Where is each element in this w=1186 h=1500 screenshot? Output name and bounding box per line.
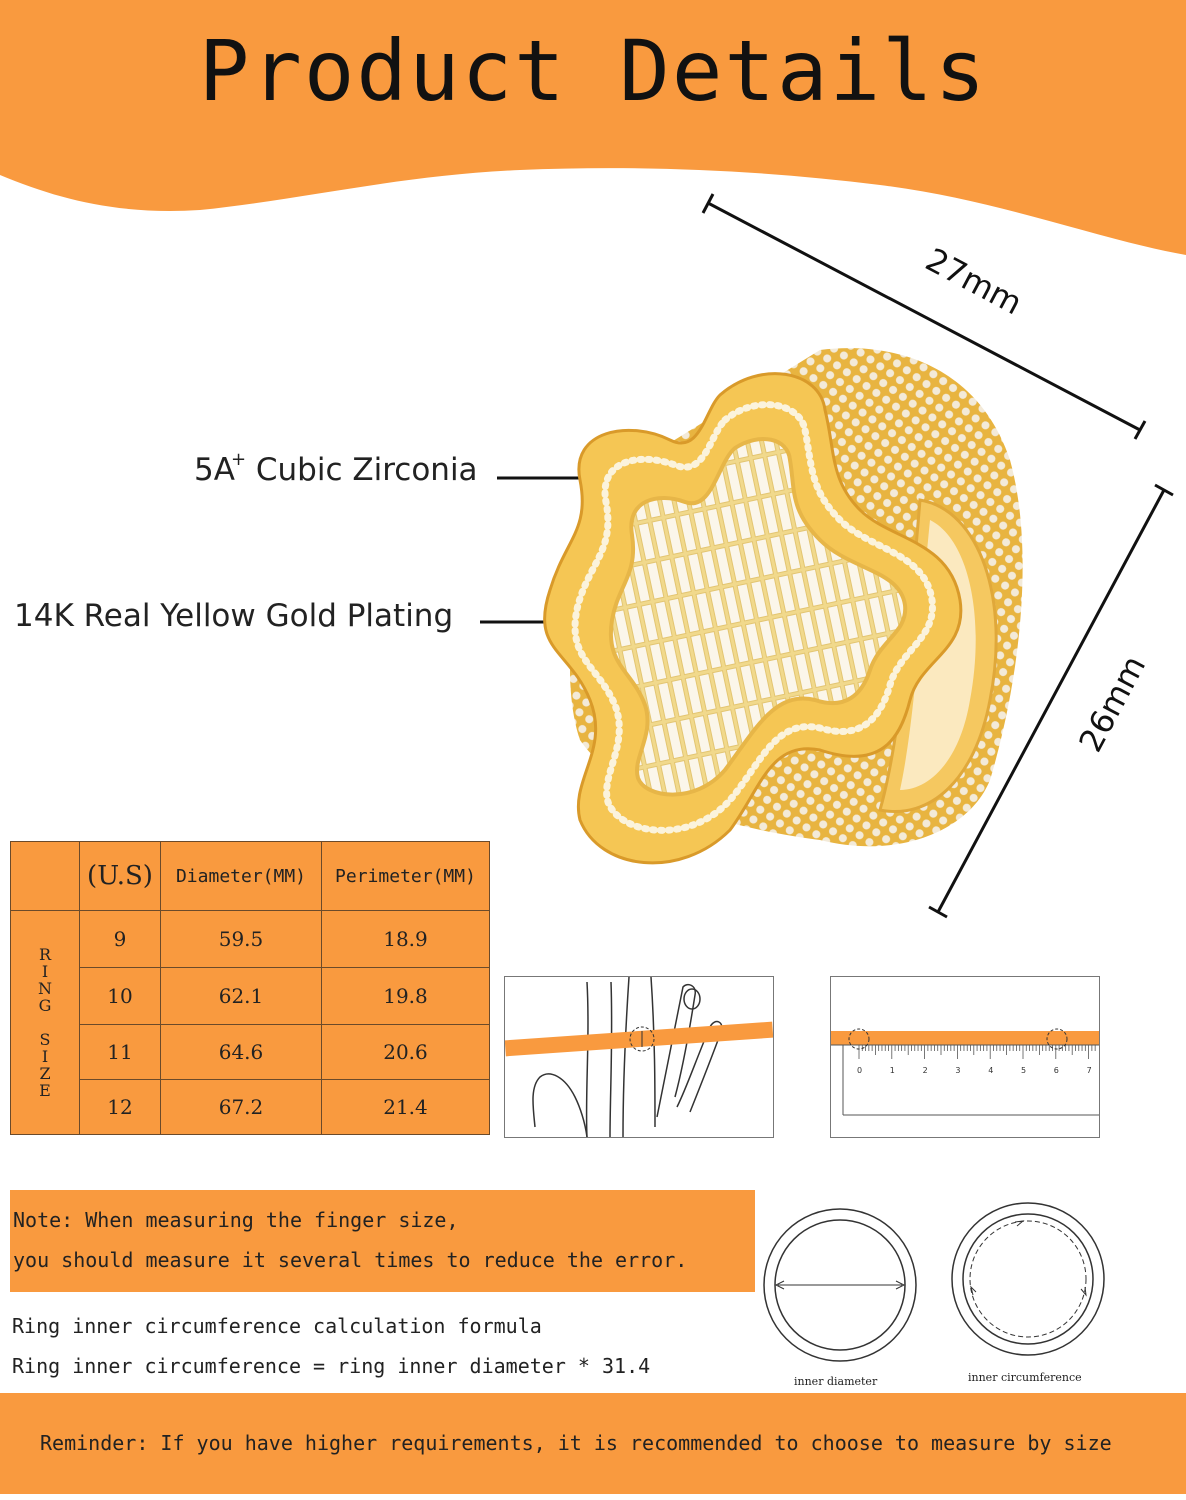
- ruler-tick-label: 4: [988, 1066, 994, 1075]
- ruler-sketch-icon: [831, 977, 1099, 1137]
- ring-size-table: [10, 841, 490, 1135]
- inner-circumference-icon: [945, 1195, 1115, 1390]
- note-line-2: you should measure it several times to reduce the error.: [13, 1248, 688, 1272]
- reminder-banner: [0, 1393, 1186, 1494]
- table-cell-perimeter: 20.6: [322, 1025, 490, 1080]
- page-title: Product Details: [198, 22, 988, 120]
- col-header-diameter: Diameter(MM): [161, 842, 322, 911]
- note-box: [10, 1190, 755, 1292]
- table-corner: [11, 842, 80, 911]
- finger-measure-diagram: [504, 976, 774, 1138]
- stone-type: Cubic Zirconia: [255, 452, 478, 488]
- table-cell-perimeter: 21.4: [322, 1080, 490, 1135]
- table-cell-diameter: 64.6: [161, 1025, 322, 1080]
- note-line-1: Note: When measuring the finger size,: [13, 1208, 459, 1232]
- width-dimension-label: 27mm: [919, 240, 1029, 323]
- plating-callout: 14K Real Yellow Gold Plating: [14, 598, 454, 634]
- table-cell-us: 12: [80, 1080, 161, 1135]
- inner-diameter-icon: [760, 1200, 930, 1395]
- ruler-tick-label: 2: [922, 1066, 928, 1075]
- table-cell-perimeter: 19.8: [322, 968, 490, 1025]
- stone-grade: 5A: [194, 452, 235, 488]
- table-cell-diameter: 59.5: [161, 911, 322, 968]
- ring-image: [520, 180, 1080, 880]
- stone-grade-plus: +: [230, 448, 247, 470]
- formula-equation: Ring inner circumference = ring inner diameter * 31.4: [12, 1354, 651, 1378]
- ruler-tick-label: 6: [1053, 1066, 1059, 1075]
- ruler-tick-label: 3: [955, 1066, 961, 1075]
- table-cell-us: 11: [80, 1025, 161, 1080]
- ruler-tick-label: 0: [857, 1066, 863, 1075]
- reminder-text: Reminder: If you have higher requirements, it is recommended to choose to measure by size: [40, 1431, 1112, 1455]
- formula-title: Ring inner circumference calculation formula: [12, 1314, 542, 1338]
- ruler-measure-diagram: [830, 976, 1100, 1138]
- table-cell-us: 10: [80, 968, 161, 1025]
- hand-sketch-icon: [505, 977, 773, 1137]
- inner-circumference-label: inner circumference: [968, 1371, 1082, 1384]
- height-dimension-label: 26mm: [1071, 649, 1154, 759]
- col-header-us: (U.S): [80, 842, 161, 911]
- ruler-tick-label: 7: [1086, 1066, 1092, 1075]
- stone-callout: [194, 448, 478, 488]
- ruler-tick-label: 1: [889, 1066, 895, 1075]
- table-cell-diameter: 67.2: [161, 1080, 322, 1135]
- col-header-perimeter: Perimeter(MM): [322, 842, 490, 911]
- table-cell-us: 9: [80, 911, 161, 968]
- table-cell-perimeter: 18.9: [322, 911, 490, 968]
- ruler-tick-label: 5: [1021, 1066, 1027, 1075]
- table-cell-diameter: 62.1: [161, 968, 322, 1025]
- ring-size-side-label: R I N G S I Z E: [11, 911, 80, 1135]
- inner-diameter-label: inner diameter: [794, 1375, 878, 1388]
